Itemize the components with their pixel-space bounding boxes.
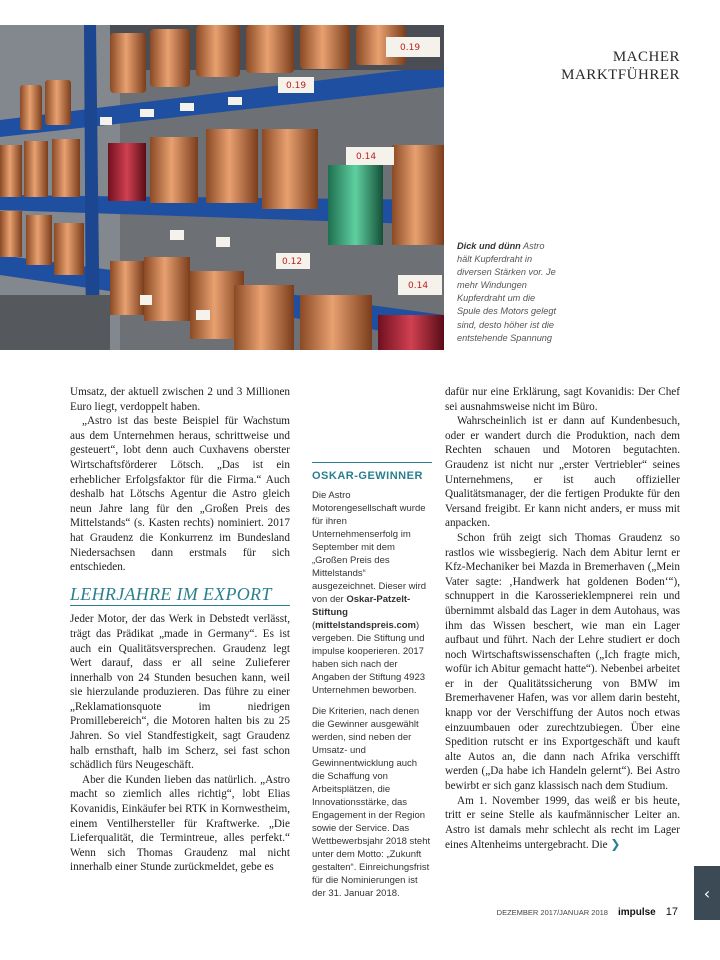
info-box-paragraph: Die Kriterien, nach denen die Gewinner ausgewählt werden, sind neben der Umsatz- und Gewinnentwicklung auch die Schaffung von Arbeitsplätzen, die Innovationsstärke, das Engagement in der Region sowie der Service. Das Wettbewerbsjahr 2018 steht unter dem Motto: „Zukunft gestalten“. Einreichungsfrist für die Nominierungen ist der 31. Januar 2018. — [312, 706, 431, 899]
issue-date: DEZEMBER 2017/JANUAR 2018 — [496, 908, 608, 917]
paragraph: dafür nur eine Erklärung, sagt Kovanidis: Der Chef sei ausnahmsweise nicht im Büro. — [445, 386, 680, 413]
text: Am 1. November 1999, das weiß er bis heute, tritt er seine Stelle als kaufmännischer Leiter an. Astro ist damals mehr schlecht als recht im Lager eines Altenheims untergebracht. Die — [445, 794, 680, 852]
subheading: LEHRJAHRE IM EXPORT — [70, 587, 290, 607]
caption-text: Astro hält Kupferdraht in diversen Stärken vor. Je mehr Windungen Kupferdraht um die Spule des Motors gelegt sind, desto höher ist die entstehende Spannung — [457, 241, 557, 343]
price-label: 0.14 — [408, 281, 429, 291]
caption-lead: Dick und dünn — [457, 241, 521, 251]
page-number: 17 — [665, 906, 678, 918]
section-title: MARKTFÜHRER — [561, 67, 680, 83]
paragraph: „Astro ist das beste Beispiel für Wachstum aus dem Unternehmen heraus, schrittweise und gesteuert“, lobt denn auch Cuxhavens oberster Wirtschaftsförderer Lötsch. „Das ist ein erheblicher Erfolgsfaktor für die Firma.“ Auch deshalb hat Lötschs Agentur die Astro gleich neun Jahre lang für den „Großen Preis des Mittelstands“ (s. Kasten rechts) nominiert. 2017 hat Graudenz die Konkurrenz im Bundesland Niedersachsen dann erstmals für sich entschieden. — [70, 415, 290, 574]
shelf-illustration — [0, 25, 444, 350]
photo-caption — [457, 240, 557, 345]
paragraph: Jeder Motor, der das Werk in Debstedt verlässt, trägt das Prädikat „made in Germany“. Es ist auch ein Qualitätsversprechen. Graudenz legt Wert darauf, dass er all seine Zulieferer innerhalb von 24 Stunden besuchen kann, weil sie hierzulande produzieren. Das führe zu einer „Reklamationsquote im niedrigen Promillebereich“, die Motoren halten bis zu 25 Jahren. So viel Standfestigkeit, sagt Graudenz halb ernsthaft, halb im Scherz, sei fast schon schädlich fürs Neugeschäft. — [70, 613, 290, 772]
chevron-left-icon: ‹ — [703, 883, 711, 903]
sidebar-rule — [312, 462, 432, 463]
paragraph: Wahrscheinlich ist er dann auf Kundenbesuch, oder er wandert durch die Produktion, nach dem Rechten schauen und Motoren begutachten. Graudenz ist nicht nur „erster Vertriebler“ seines Unternehmens, er ist auch offizieller Qualitätsmanager, der die fertigen Produkte für den Versand freigibt. Er kann nicht anders, er muss mit anpacken. — [445, 415, 680, 530]
text: ( — [312, 620, 316, 631]
copper-wire-photo — [0, 25, 444, 350]
price-label: 0.14 — [356, 152, 377, 162]
page-footer — [497, 906, 678, 918]
text: ) vergeben. Die Stiftung und impulse kooperieren. 2017 haben sich nach der Angaben der Stiftung 4923 Unternehmen beworben. — [312, 620, 426, 696]
paragraph — [445, 794, 680, 853]
text: Die Astro Motorengesellschaft wurde für ihren Unternehmenserfolg im September mit dem „Großen Preis des Mittelstands“ ausgezeichnet. Dieser wird von der — [312, 490, 427, 605]
price-label: 0.19 — [400, 43, 421, 53]
info-box-paragraph — [312, 489, 432, 697]
article-column-1 — [70, 385, 290, 875]
price-label: 0.19 — [286, 81, 307, 91]
paragraph: Umsatz, der aktuell zwischen 2 und 3 Millionen Euro liegt, verdoppelt haben. — [70, 386, 290, 413]
paragraph: Schon früh zeigt sich Thomas Graudenz so rastlos wie wissbegierig. Nach dem Abitur lernt er Kfz-Mechaniker bei Mazda in Bremerhaven („Mein Vater sagte: ‚Handwerk hat goldenen Boden‘“), schnuppert in die Karosserieklempnerei rein und übernimmt alsbald das Lager in dem Autohaus, was ihm das Wissen beschert, wie man ein Lager aufbaut und führt. Nach der Lehre studiert er doch noch Wirtschaftswissenschaften („Ich fragte mich, wofür ich Abitur gemacht hatte“). Nebenbei arbeitet er in der Qualitätssicherung von BMW im Bremerhavener Hafen, was vor allem darin besteht, knapp vor der Verschiffung der Autos noch etwas einzuumbauen oder zurechtzubiegen. Über eine Spedition rutscht er ins Exportgeschäft und kauft alte Autos an, die dann nach Afrika verschifft werden („Da habe ich Handeln gelernt“). Bei Astro bewirbt er sich ganz klassisch nach dem Studium. — [445, 531, 680, 793]
foundation-name: Oskar-Patzelt-Stiftung — [312, 594, 411, 618]
previous-page-tab[interactable] — [694, 866, 720, 920]
website-link[interactable]: mittelstandspreis.com — [315, 620, 417, 631]
paragraph: Aber die Kunden lieben das natürlich. „Astro macht so ziemlich alles richtig“, lobt Elias Kovanidis, Einkäufer bei RTK in Kornwestheim, einem Ventilhersteller für Kraftwerke. „Die Lieferqualität, die Termintreue, alles perfekt.“ Wenn sich Thomas Graudenz mal nicht innerhalb einer Stunde zurückmeldet, gebe es — [70, 773, 290, 874]
section-kicker: MACHER — [612, 49, 680, 65]
info-box — [312, 470, 432, 908]
info-box-title: OSKAR-GEWINNER — [312, 470, 423, 482]
magazine-brand: impulse — [617, 907, 656, 918]
article-column-3 — [445, 385, 680, 853]
price-label: 0.12 — [282, 257, 303, 267]
continue-arrow-icon: ❯ — [610, 837, 621, 852]
